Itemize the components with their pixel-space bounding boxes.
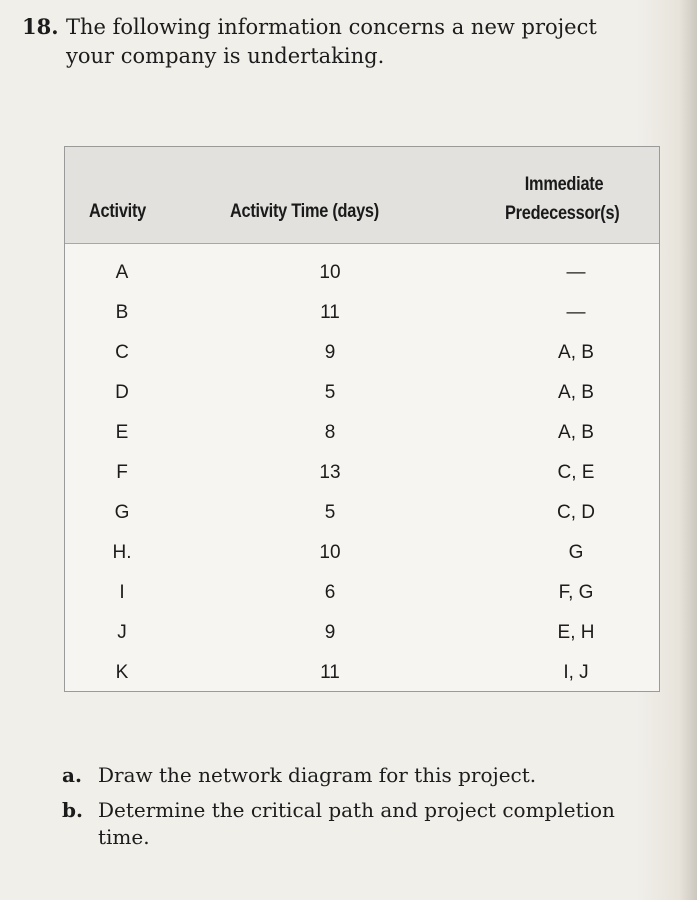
table-row xyxy=(65,617,659,657)
table-row xyxy=(65,257,659,297)
time-cell: 6 xyxy=(324,582,336,603)
predecessor-cell: A, B xyxy=(558,342,594,363)
activity-cell: J xyxy=(117,622,127,643)
activity-cell: E xyxy=(115,422,129,443)
predecessor-cell: C, D xyxy=(557,502,595,523)
table-row xyxy=(65,417,659,457)
question-list xyxy=(62,762,622,859)
predecessor-cell: — xyxy=(566,262,586,283)
activity-cell: I xyxy=(119,582,125,603)
predecessor-cell: F, G xyxy=(558,582,594,603)
activity-cell: G xyxy=(114,502,130,523)
table-row xyxy=(65,297,659,337)
predecessor-cell: I, J xyxy=(563,662,589,683)
activity-cell: F xyxy=(116,462,128,483)
activity-cell: D xyxy=(115,382,129,403)
table-row xyxy=(65,577,659,617)
question-letter: a. xyxy=(62,763,82,787)
header-activity-time: Activity Time (days) xyxy=(230,201,379,222)
activity-cell: C xyxy=(115,342,129,363)
table-row xyxy=(65,537,659,577)
question-letter: b. xyxy=(62,798,83,822)
problem-text-line1: The following information concerns a new project xyxy=(66,15,597,39)
time-cell: 11 xyxy=(320,662,340,683)
table-row xyxy=(65,497,659,537)
header-predecessors-line2: Predecessor(s) xyxy=(505,203,620,224)
header-predecessors xyxy=(505,170,634,228)
problem-number: 18. xyxy=(22,14,59,39)
predecessor-cell: A, B xyxy=(558,382,594,403)
table-row xyxy=(65,457,659,497)
table-row xyxy=(65,377,659,417)
activity-cell: A xyxy=(115,262,129,283)
header-predecessors-line1: Immediate xyxy=(524,174,604,195)
activity-cell: B xyxy=(115,302,129,323)
table-row xyxy=(65,337,659,377)
activity-cell: H. xyxy=(112,542,132,563)
table-body xyxy=(65,257,659,697)
question-text: Draw the network diagram for this project. xyxy=(98,763,537,787)
time-cell: 9 xyxy=(324,622,336,643)
question-item xyxy=(62,762,622,789)
problem-text-line2: your company is undertaking. xyxy=(66,44,385,68)
predecessor-cell: A, B xyxy=(558,422,594,443)
question-text: Determine the critical path and project completion time. xyxy=(98,798,615,849)
time-cell: 10 xyxy=(319,542,341,563)
predecessor-cell: C, E xyxy=(557,462,595,483)
table-row xyxy=(65,657,659,697)
question-item xyxy=(62,797,622,851)
predecessor-cell: E, H xyxy=(557,622,595,643)
activity-table xyxy=(64,146,660,692)
time-cell: 8 xyxy=(324,422,336,443)
time-cell: 5 xyxy=(324,502,336,523)
time-cell: 5 xyxy=(324,382,336,403)
time-cell: 9 xyxy=(324,342,336,363)
table-header xyxy=(65,147,659,244)
header-activity: Activity xyxy=(89,201,146,222)
time-cell: 11 xyxy=(320,302,340,323)
time-cell: 13 xyxy=(319,462,341,483)
problem-statement xyxy=(22,12,662,71)
predecessor-cell: G xyxy=(568,542,584,563)
time-cell: 10 xyxy=(319,262,341,283)
predecessor-cell: — xyxy=(566,302,586,323)
activity-cell: K xyxy=(115,662,129,683)
